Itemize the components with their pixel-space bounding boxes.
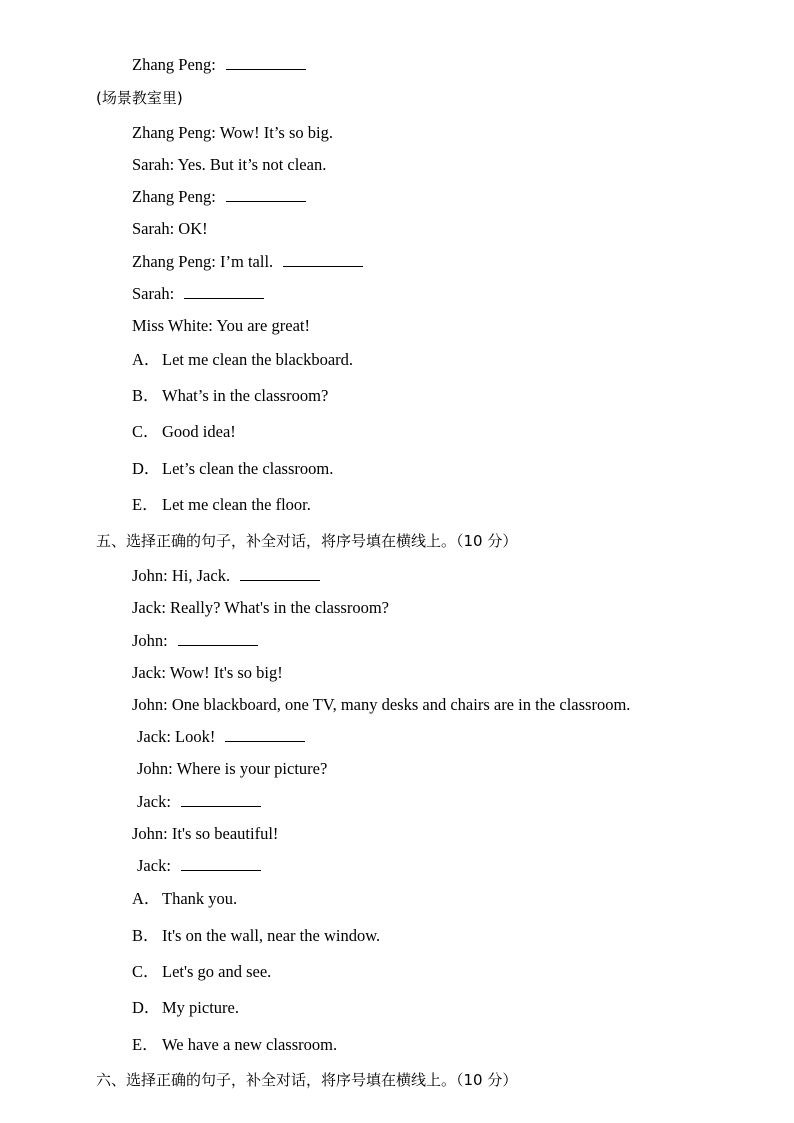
- dialogue-line: [132, 187, 306, 207]
- speaker: Miss White:: [132, 316, 213, 335]
- speaker: Zhang Peng:: [132, 55, 216, 74]
- option-text: Let me clean the blackboard.: [162, 350, 354, 369]
- speaker: Jack:: [132, 598, 166, 617]
- dialogue-text: Wow! It's so big!: [169, 663, 283, 682]
- speaker: Jack:: [137, 792, 171, 811]
- answer-blank: [225, 727, 305, 742]
- speaker: John:: [132, 566, 168, 585]
- answer-blank: [240, 566, 320, 581]
- dialogue-line: [137, 856, 261, 876]
- speaker: John:: [132, 695, 168, 714]
- option-text: It's on the wall, near the window.: [162, 926, 381, 945]
- dialogue-text: Really? What's in the classroom?: [170, 598, 389, 617]
- dialogue-text: Look!: [175, 727, 216, 746]
- option-letter: B．: [132, 926, 160, 945]
- dialogue-line: [132, 598, 389, 618]
- dialogue-line: [132, 695, 630, 715]
- option-item: [132, 926, 380, 946]
- speaker: Zhang Peng:: [132, 187, 216, 206]
- dialogue-text: Where is your picture?: [176, 759, 328, 778]
- answer-blank: [184, 284, 264, 299]
- option-item: [132, 1035, 337, 1055]
- option-item: [132, 889, 237, 909]
- speaker: Zhang Peng:: [132, 123, 216, 142]
- speaker: Jack:: [137, 856, 171, 875]
- option-item: [132, 386, 328, 406]
- dialogue-line: [132, 316, 310, 336]
- speaker: John:: [132, 824, 168, 843]
- dialogue-line: [132, 284, 264, 304]
- dialogue-text: One blackboard, one TV, many desks and chairs are in the classroom.: [171, 695, 631, 714]
- option-letter: E．: [132, 1035, 159, 1054]
- dialogue-line: [132, 123, 333, 143]
- option-letter: C．: [132, 422, 160, 441]
- dialogue-line: [137, 727, 305, 747]
- option-item: [132, 459, 333, 479]
- dialogue-line: [132, 631, 258, 651]
- option-letter: E．: [132, 495, 159, 514]
- dialogue-line: [137, 792, 261, 812]
- dialogue-text: You are great!: [216, 316, 310, 335]
- option-letter: A．: [132, 350, 161, 369]
- option-text: Good idea!: [162, 422, 236, 441]
- speaker: Sarah:: [132, 284, 175, 303]
- speaker: Jack:: [137, 727, 171, 746]
- speaker: Sarah:: [132, 219, 175, 238]
- option-letter: A．: [132, 889, 161, 908]
- option-text: Let’s clean the classroom.: [162, 459, 334, 478]
- option-item: [132, 350, 353, 370]
- dialogue-text: Yes. But it’s not clean.: [177, 155, 327, 174]
- option-text: Let's go and see.: [162, 962, 272, 981]
- dialogue-line: [132, 663, 283, 683]
- section-heading-6: 六、选择正确的句子，补全对话，将序号填在横线上。（10 分）: [96, 1071, 518, 1089]
- option-text: Let me clean the floor.: [162, 495, 311, 514]
- option-text: Thank you.: [162, 889, 238, 908]
- dialogue-line: [132, 566, 320, 586]
- dialogue-line: [132, 219, 208, 239]
- answer-blank: [181, 856, 261, 871]
- scene-note: (场景教室里): [96, 89, 183, 107]
- option-item: [132, 495, 311, 515]
- answer-blank: [283, 252, 363, 267]
- speaker: Zhang Peng:: [132, 252, 216, 271]
- option-item: [132, 422, 236, 442]
- answer-blank: [226, 55, 306, 70]
- dialogue-text: Wow! It’s so big.: [219, 123, 333, 142]
- dialogue-line: [132, 155, 326, 175]
- dialogue-line: [132, 252, 363, 272]
- option-text: We have a new classroom.: [162, 1035, 338, 1054]
- option-letter: D．: [132, 459, 161, 478]
- speaker: Jack:: [132, 663, 166, 682]
- answer-blank: [226, 187, 306, 202]
- dialogue-text: OK!: [178, 219, 208, 238]
- speaker: Sarah:: [132, 155, 175, 174]
- dialogue-line: [137, 759, 327, 779]
- option-letter: C．: [132, 962, 160, 981]
- option-letter: D．: [132, 998, 161, 1017]
- option-item: [132, 962, 271, 982]
- dialogue-line: [132, 55, 306, 75]
- option-item: [132, 998, 239, 1018]
- answer-blank: [181, 792, 261, 807]
- section-heading-5: 五、选择正确的句子，补全对话，将序号填在横线上。（10 分）: [96, 532, 518, 550]
- dialogue-text: It's so beautiful!: [171, 824, 279, 843]
- option-text: My picture.: [162, 998, 239, 1017]
- dialogue-line: [132, 824, 278, 844]
- answer-blank: [178, 631, 258, 646]
- dialogue-text: Hi, Jack.: [171, 566, 231, 585]
- speaker: John:: [132, 631, 168, 650]
- option-letter: B．: [132, 386, 160, 405]
- speaker: John:: [137, 759, 173, 778]
- dialogue-text: I’m tall.: [220, 252, 274, 271]
- option-text: What’s in the classroom?: [162, 386, 329, 405]
